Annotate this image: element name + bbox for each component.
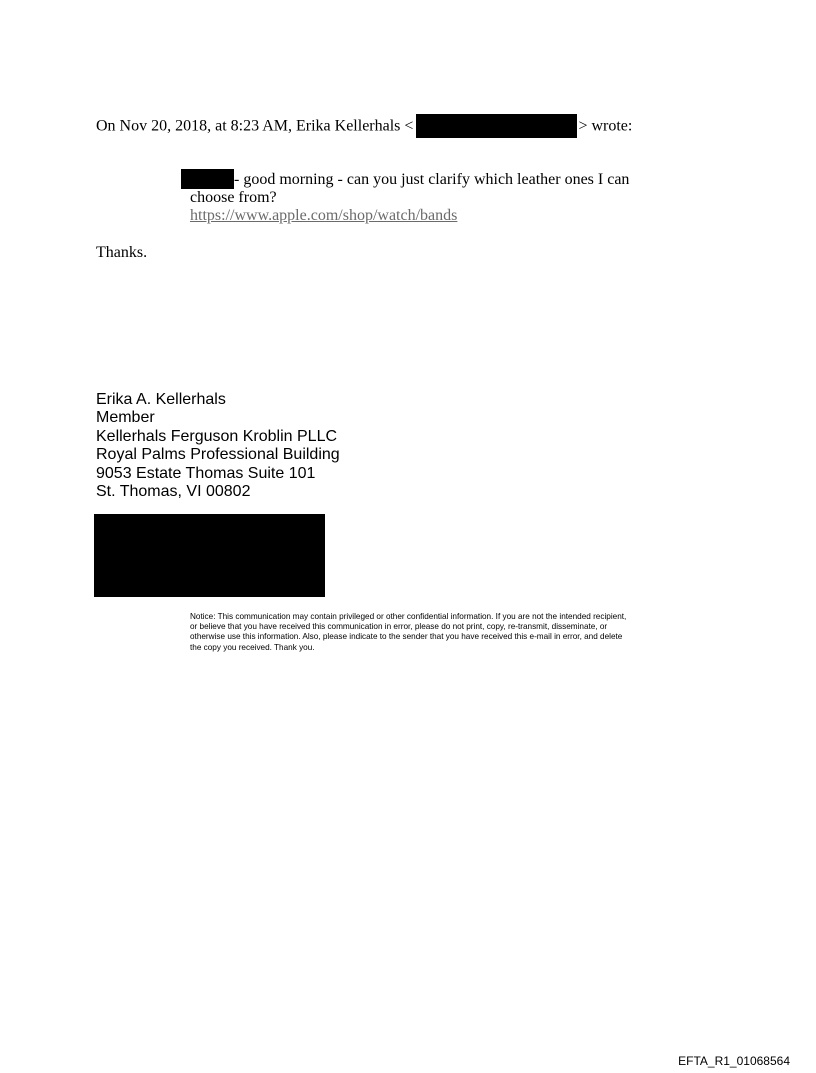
redacted-email-address (416, 114, 577, 138)
signature-city: St. Thomas, VI 00802 (96, 483, 251, 501)
signature-firm: Kellerhals Ferguson Kroblin PLLC (96, 427, 338, 445)
signature-title: Member (96, 409, 155, 427)
signature-street: 9053 Estate Thomas Suite 101 (96, 464, 316, 482)
email-header-line (96, 115, 632, 139)
confidentiality-notice: Notice: This communication may contain privileged or other confidential information. If you are not the intended recipient, or believe that you have received this communication in error, please do not print, copy, re-transmit, disseminate, or otherwise use this information. Also, please indicate to the sender that you have received this e-mail in error, and delete the copy you received. Thank you. (190, 612, 627, 652)
signature-building: Royal Palms Professional Building (96, 446, 340, 464)
apple-watch-bands-link[interactable]: https://www.apple.com/shop/watch/bands (190, 207, 458, 224)
header-suffix: wrote: (591, 117, 633, 135)
header-close-bracket: > (578, 117, 588, 135)
document-id: EFTA_R1_01068564 (678, 1054, 790, 1068)
signature-block (96, 391, 340, 501)
signature-name: Erika A. Kellerhals (96, 391, 226, 408)
header-open-bracket: < (404, 117, 414, 135)
header-prefix: On Nov 20, 2018, at 8:23 AM, Erika Kellerhals (96, 117, 401, 135)
redacted-recipient-name (181, 169, 234, 189)
quoted-line-2: choose from? (190, 189, 277, 206)
redacted-contact-block (94, 514, 325, 597)
closing-thanks: Thanks. (96, 244, 148, 261)
quoted-line-1-text: - good morning - can you just clarify which leather ones I can (234, 171, 630, 188)
